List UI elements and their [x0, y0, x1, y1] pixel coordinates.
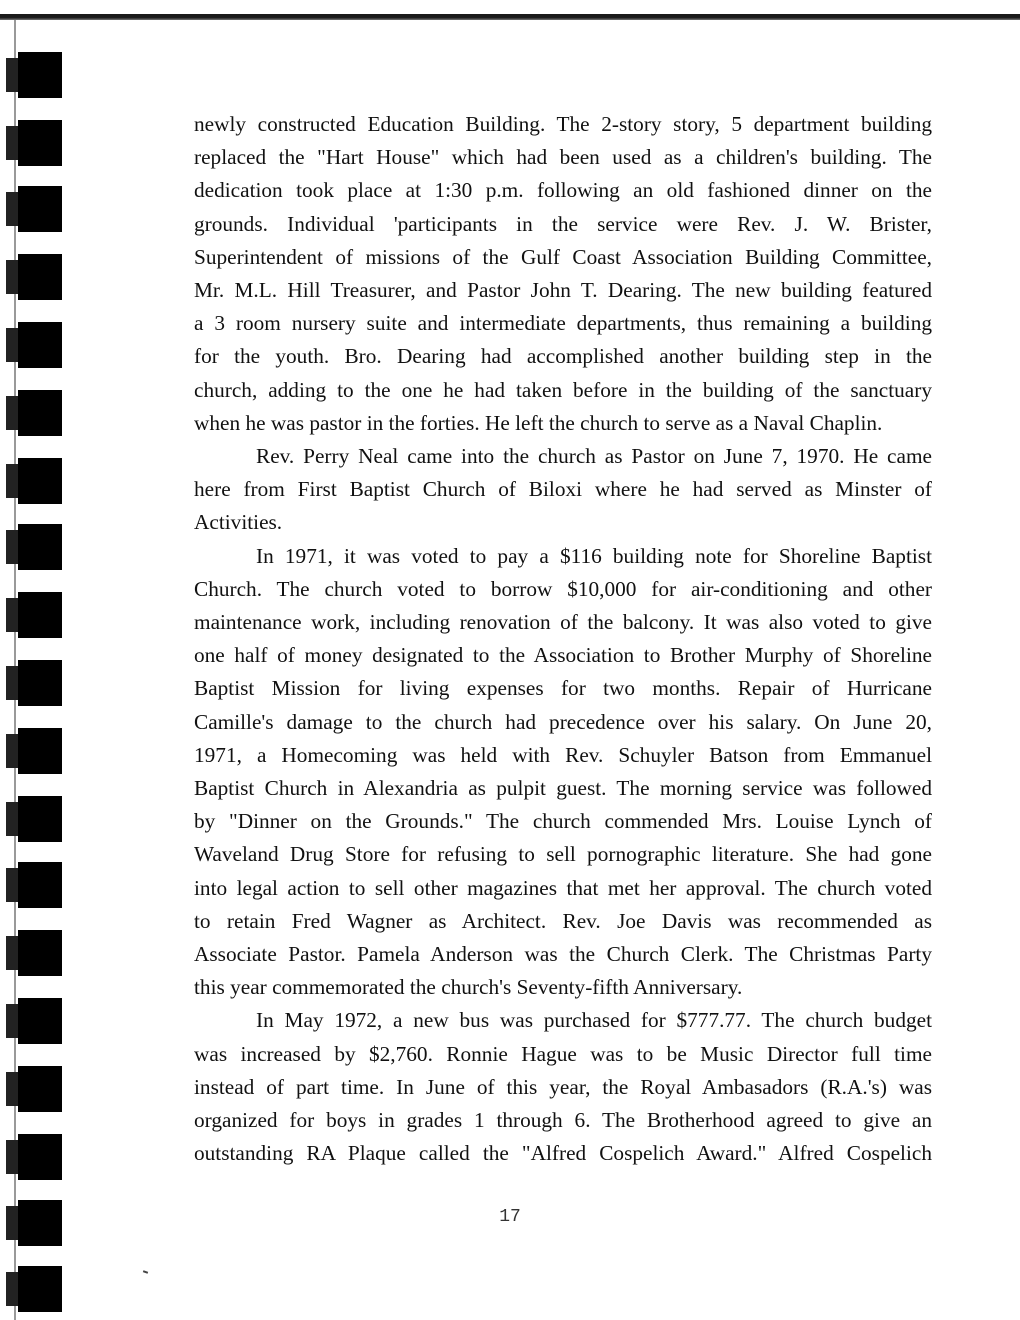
binding-hole — [18, 458, 62, 504]
text-line: Activities. — [194, 510, 283, 535]
text-line: was increased by $2,760. Ronnie Hague was to be Music Director full time — [194, 1041, 932, 1066]
binding-hole — [18, 1134, 62, 1180]
binding-hole — [18, 1066, 62, 1112]
text-line: for the youth. Bro. Dearing had accomplished another building step in the — [194, 344, 932, 369]
text-line: here from First Baptist Church of Biloxi where he had served as Minster of — [194, 477, 932, 502]
text-line: outstanding RA Plaque called the "Alfred Cospelich Award." Alfred Cospelich — [194, 1141, 932, 1166]
spiral-binding — [0, 0, 80, 1320]
text-line: Church. The church voted to borrow $10,000 for air-conditioning and other — [194, 576, 932, 601]
binding-hole — [18, 1266, 62, 1312]
text-line: organized for boys in grades 1 through 6. The Brotherhood agreed to give an — [194, 1108, 932, 1133]
binding-hole — [18, 862, 62, 908]
text-line: newly constructed Education Building. The 2-story story, 5 department building — [194, 112, 932, 136]
text-line: Superintendent of missions of the Gulf Coast Association Building Committee, — [194, 244, 932, 269]
binding-hole — [18, 728, 62, 774]
text-line: In 1971, it was voted to pay a $116 building note for Shoreline Baptist — [256, 543, 932, 568]
text-line: Rev. Perry Neal came into the church as Pastor on June 7, 1970. He came — [256, 444, 932, 469]
binding-hole — [18, 186, 62, 232]
binding-hole — [18, 592, 62, 638]
text-line: Mr. M.L. Hill Treasurer, and Pastor John T. Dearing. The new building featured — [194, 278, 932, 303]
text-line: maintenance work, including renovation of the balcony. It was also voted to give — [194, 610, 932, 635]
text-line: Baptist Mission for living expenses for two months. Repair of Hurricane — [194, 676, 932, 701]
page-number: 17 — [499, 1207, 521, 1227]
text-line: a 3 room nursery suite and intermediate departments, thus remaining a building — [194, 311, 932, 336]
binding-hole — [18, 120, 62, 166]
text-line: dedication took place at 1:30 p.m. following an old fashioned dinner on the — [194, 178, 932, 203]
binding-hole — [18, 796, 62, 842]
text-line: by "Dinner on the Grounds." The church commended Mrs. Louise Lynch of — [194, 809, 932, 834]
text-line: In May 1972, a new bus was purchased for $777.77. The church budget — [256, 1008, 932, 1033]
text-line: 1971, a Homecoming was held with Rev. Schuyler Batson from Emmanuel — [194, 742, 932, 767]
scan-top-edge — [0, 14, 1020, 20]
text-line: one half of money designated to the Association to Brother Murphy of Shoreline — [194, 643, 932, 668]
binding-hole — [18, 524, 62, 570]
binding-hole — [18, 254, 62, 300]
text-line: to retain Fred Wagner as Architect. Rev. Joe Davis was recommended as — [194, 908, 932, 933]
binding-hole — [18, 930, 62, 976]
text-line: Baptist Church in Alexandria as pulpit guest. The morning service was followed — [194, 776, 932, 801]
body-text — [194, 108, 932, 1171]
text-line: church, adding to the one he had taken before in the building of the sanctuary — [194, 377, 932, 402]
binding-hole — [18, 998, 62, 1044]
binding-hole — [18, 322, 62, 368]
binding-hole — [18, 52, 62, 98]
text-line: Waveland Drug Store for refusing to sell pornographic literature. She had gone — [194, 842, 932, 867]
text-line: replaced the "Hart House" which had been used as a children's building. The — [194, 145, 932, 170]
text-line: Associate Pastor. Pamela Anderson was the Church Clerk. The Christmas Party — [194, 942, 932, 967]
binding-hole — [18, 390, 62, 436]
text-line: when he was pastor in the forties. He left the church to serve as a Naval Chaplin. — [194, 410, 883, 435]
text-line: grounds. Individual 'participants in the service were Rev. J. W. Brister, — [194, 211, 932, 236]
text-line: Camille's damage to the church had precedence over his salary. On June 20, — [194, 709, 932, 734]
text-line: instead of part time. In June of this year, the Royal Ambasadors (R.A.'s) was — [194, 1074, 932, 1099]
text-line: this year commemorated the church's Seventy-fifth Anniversary. — [194, 975, 743, 1000]
text-line: into legal action to sell other magazines that met her approval. The church voted — [194, 875, 932, 900]
binding-hole — [18, 660, 62, 706]
scan-speck — [143, 1270, 148, 1274]
